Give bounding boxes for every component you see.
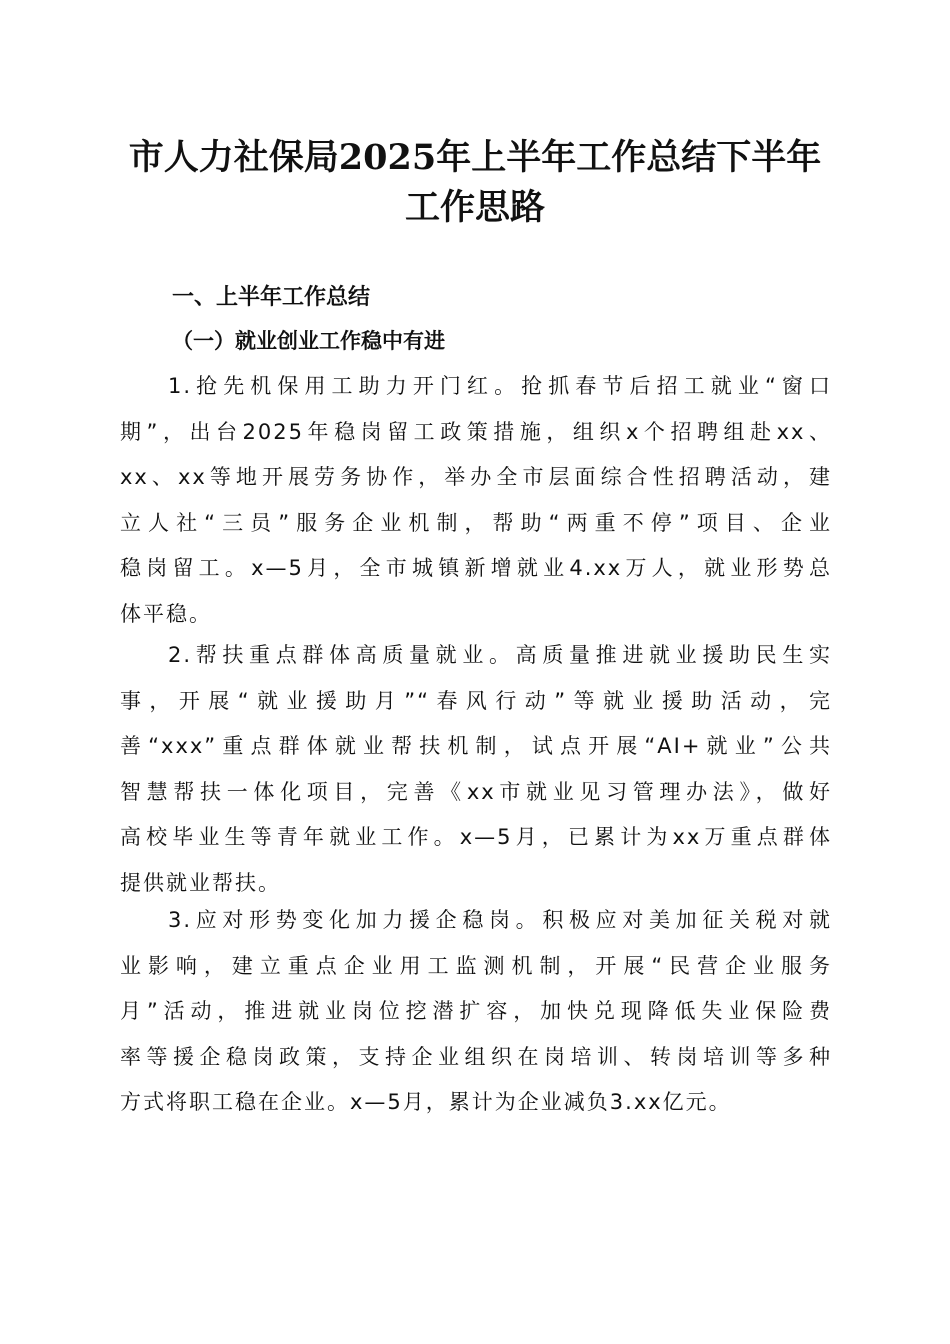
subsection-heading: （一）就业创业工作稳中有进 [172, 329, 445, 353]
paragraph-line: 提供就业帮扶。 [120, 870, 281, 895]
paragraph-line: 业影响，建立重点企业用工监测机制，开展“民营企业服务 [120, 953, 832, 978]
paragraph-line: 3.应对形势变化加力援企稳岗。积极应对美加征关税对就 [168, 908, 832, 932]
paragraph-line: 高校毕业生等青年就业工作。x—5月，已累计为xx万重点群体 [120, 825, 832, 849]
paragraph-line: 智慧帮扶一体化项目，完善《xx市就业见习管理办法》，做好 [120, 779, 832, 804]
document-title [100, 133, 850, 233]
paragraph-line: 率等援企稳岗政策，支持企业组织在岗培训、转岗培训等多种 [120, 1044, 832, 1069]
paragraph-line: 1.抢先机保用工助力开门红。抢抓春节后招工就业“窗口 [168, 374, 832, 398]
paragraph-line: 稳岗留工。x—5月，全市城镇新增就业4.xx万人，就业形势总 [120, 556, 832, 580]
paragraph-line: 立人社“三员”服务企业机制，帮助“两重不停”项目、企业 [120, 510, 832, 535]
paragraph-line: 善“xxx”重点群体就业帮扶机制，试点开展“AI+就业”公共 [120, 734, 832, 758]
document-title-line-1: 市人力社保局2025年上半年工作总结下半年 [128, 137, 822, 178]
paragraph-line: 事，开展“就业援助月”“春风行动”等就业援助活动，完 [120, 688, 832, 713]
paragraph-line: 期”，出台2025年稳岗留工政策措施，组织x个招聘组赴xx、 [120, 419, 832, 444]
section-heading: 一、上半年工作总结 [172, 285, 371, 310]
paragraph-line: 方式将职工稳在企业。x—5月，累计为企业减负3.xx亿元。 [120, 1090, 732, 1114]
paragraph-line: 月”活动，推进就业岗位挖潜扩容，加快兑现降低失业保险费 [120, 999, 832, 1023]
paragraph-line: 体平稳。 [120, 601, 212, 626]
paragraph-stabilize-jobs [120, 898, 832, 1126]
paragraph-employment-start [120, 364, 832, 637]
document-title-line-2: 工作思路 [404, 187, 545, 228]
paragraph-line: 2.帮扶重点群体高质量就业。高质量推进就业援助民生实 [168, 643, 832, 667]
paragraph-key-groups [120, 633, 832, 906]
paragraph-line: xx、xx等地开展劳务协作，举办全市层面综合性招聘活动，建 [120, 465, 832, 489]
